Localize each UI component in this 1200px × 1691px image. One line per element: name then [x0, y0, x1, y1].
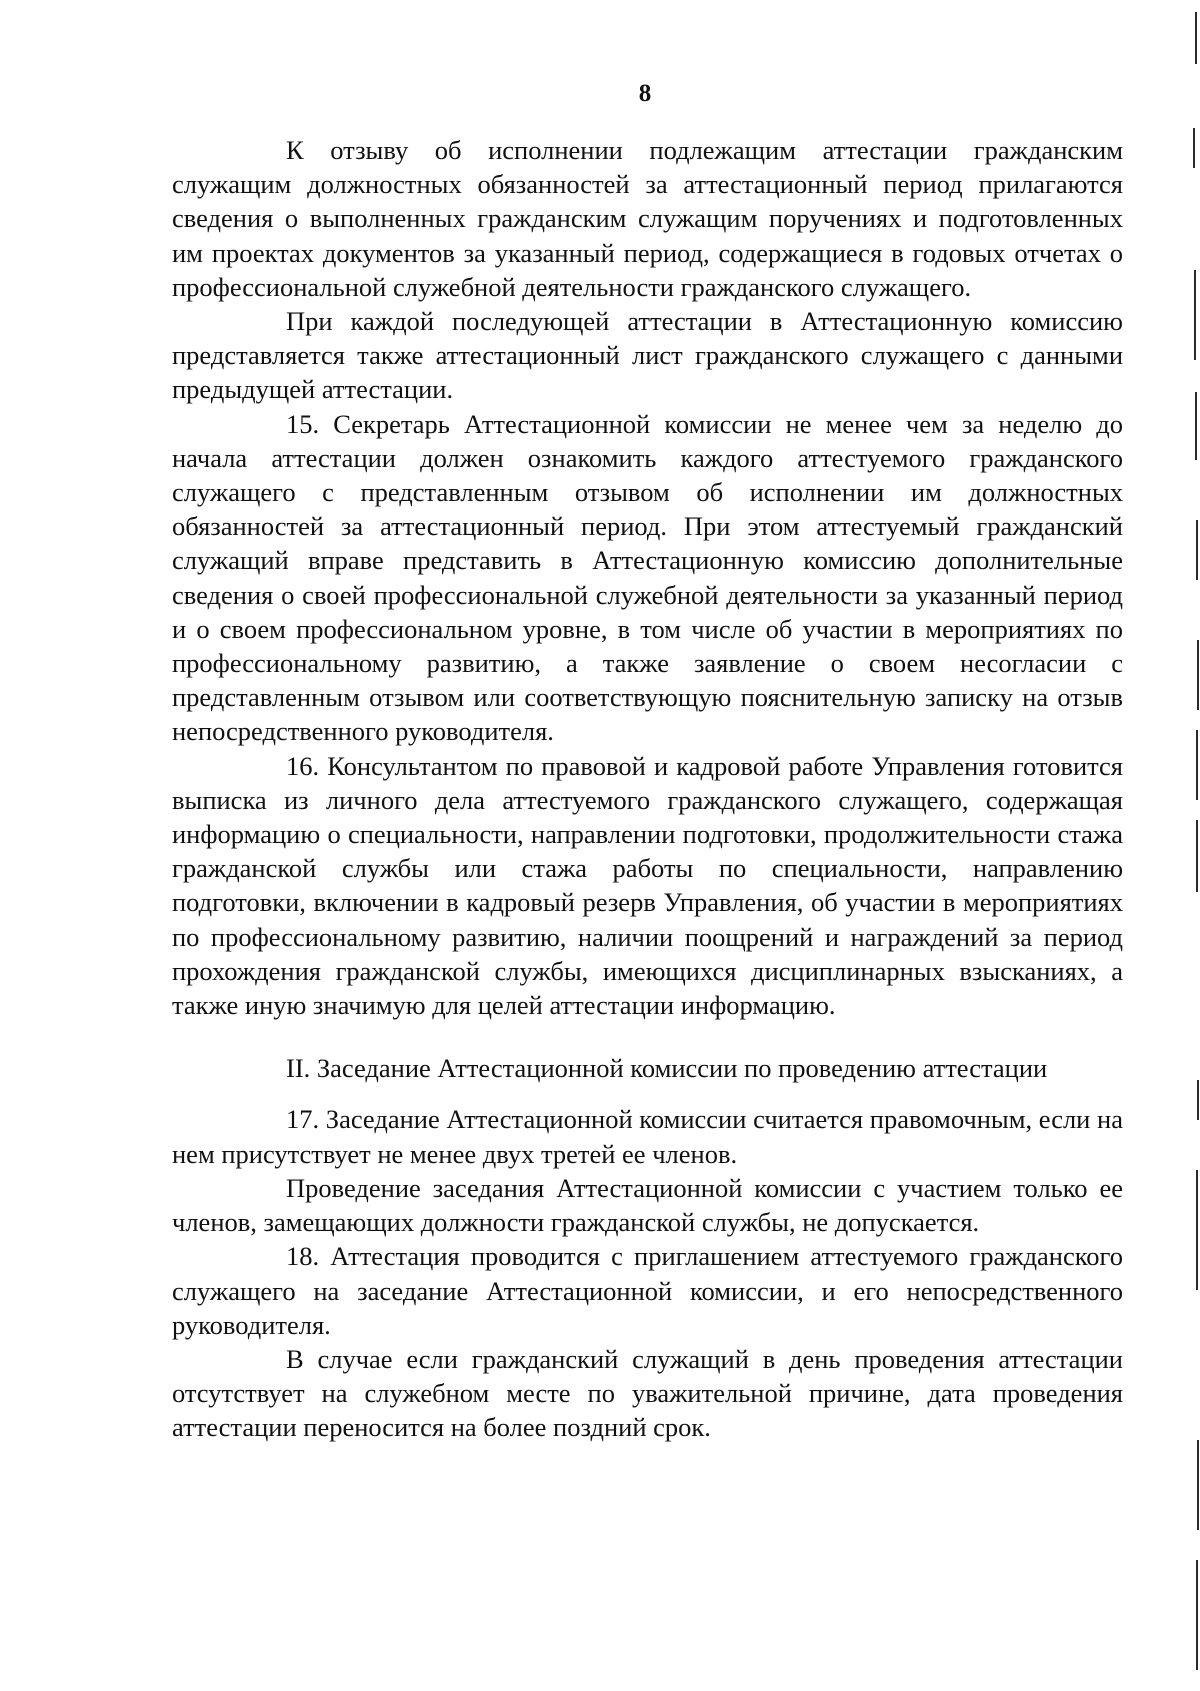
- paragraph-item-18: 18. Аттестация проводится с приглашением аттестуемого гражданского служащего на заседание Аттестационной комиссии, и его непосредственного руководителя.: [172, 1241, 1123, 1340]
- scan-edge-mark: [1195, 12, 1197, 64]
- paragraph-item-17: 17. Заседание Аттестационной комиссии считается правомочным, если на нем присутствует не менее двух третей ее членов.: [172, 1104, 1123, 1169]
- section-heading: II. Заседание Аттестационной комиссии по проведению аттестации: [286, 1053, 1048, 1084]
- paragraph-item-16: 16. Консультантом по правовой и кадровой работе Управления готовится выписка из личного дела аттестуемого гражданского служащего, содержащая информацию о специальности, направлении подготовки, продолжительности стажа гражданской службы или стажа работы по специальности, направлению подготовки, включении в кадровый резерв Управления, об участии в мероприятиях по профессиональному развитию, наличии поощрений и награждений за период прохождения гражданской службы, имеющихся дисциплинарных взысканиях, а также иную значимую для целей аттестации информацию.: [172, 750, 1123, 1021]
- scan-edge-mark: [1197, 640, 1199, 710]
- scan-edge-mark: [1196, 730, 1198, 800]
- scan-edge-mark: [1193, 128, 1195, 168]
- scan-edge-mark: [1196, 1560, 1198, 1670]
- scan-edge-mark: [1196, 820, 1198, 892]
- scan-edge-mark: [1195, 392, 1197, 460]
- scan-edge-mark: [1197, 1080, 1199, 1120]
- document-body: [172, 133, 1123, 1445]
- paragraph-attestation-sheet: При каждой последующей аттестации в Аттестационную комиссию представляется также аттестационный лист гражданского служащего с данными предыдущей аттестации.: [172, 306, 1123, 405]
- scan-edge-mark: [1197, 1440, 1199, 1530]
- paragraph-review-attachments: К отзыву об исполнении подлежащим аттестации гражданским служащим должностных обязанностей за аттестационный период прилагаются сведения о выполненных гражданским служащим поручениях и подготовленных им проектах документов за указанный период, содержащиеся в годовых отчетах о профессиональной служебной деятельности гражданского служащего.: [172, 135, 1123, 302]
- scan-edge-mark: [1196, 520, 1198, 580]
- scan-edge-mark: [1194, 270, 1196, 360]
- paragraph-absence-rescheduling: В случае если гражданский служащий в день проведения аттестации отсутствует на служебном месте по уважительной причине, дата проведения аттестации переносится на более поздний срок.: [172, 1343, 1123, 1443]
- paragraph-item-15: 15. Секретарь Аттестационной комиссии не менее чем за неделю до начала аттестации должен ознакомить каждого аттестуемого гражданского служащего с представленным отзывом об исполнении им должностных обязанностей за аттестационный период. При этом аттестуемый гражданский служащий вправе представить в Аттестационную комиссию дополнительные сведения о своей профессиональной служебной деятельности за указанный период и о своем профессиональном уровне, в том числе об участии в мероприятиях по профессиональному развитию, а также заявление о своем несогласии с представленным отзывом или соответствующую пояснительную записку на отзыв непосредственного руководителя.: [172, 408, 1123, 747]
- page-number: 8: [638, 80, 652, 107]
- paragraph-meeting-members: Проведение заседания Аттестационной комиссии с участием только ее членов, замещающих должности гражданской службы, не допускается.: [172, 1172, 1123, 1238]
- scan-edge-mark: [1196, 1170, 1198, 1290]
